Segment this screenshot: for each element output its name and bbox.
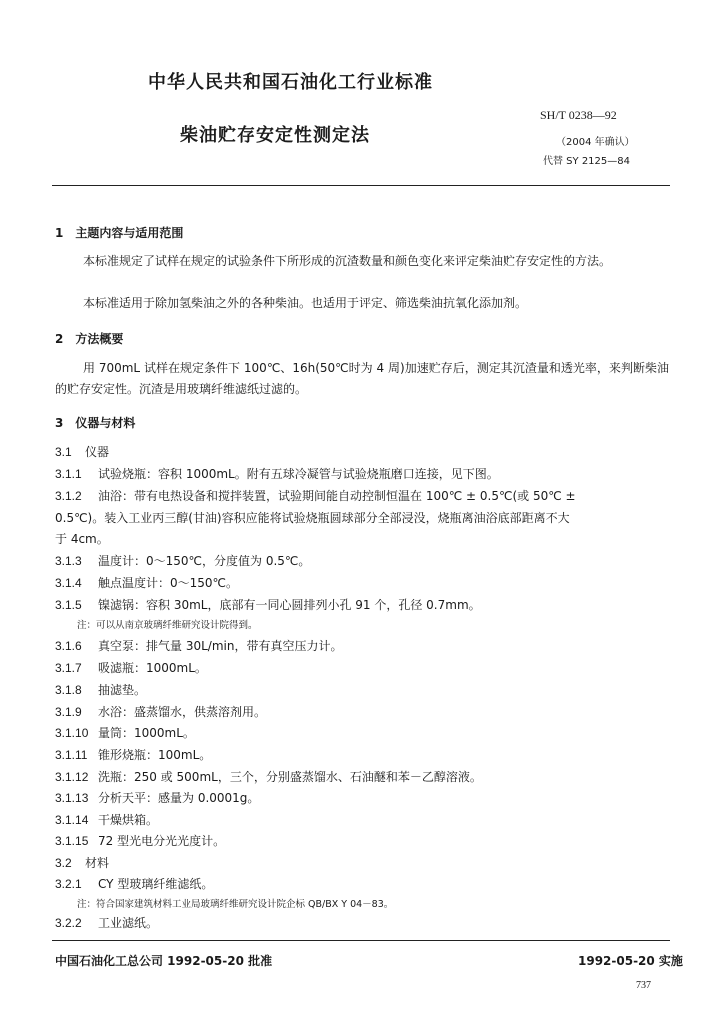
item-3-1-8 <box>55 681 146 698</box>
item-number: 3.1.13 <box>55 791 89 805</box>
item-number: 3.1.1 <box>55 467 82 481</box>
item-3-2-2 <box>55 914 158 931</box>
section-1-paragraph-2: 本标准适用于除加氢柴油之外的各种柴油。也适用于评定、筛选柴油抗氧化添加剂。 <box>83 296 528 310</box>
item-text: 真空泵：排气量 30L/min，带有真空压力计。 <box>98 639 343 653</box>
item-3-1-15 <box>55 832 225 849</box>
item-number: 3.1.15 <box>55 834 89 848</box>
item-text: 锥形烧瓶：100mL。 <box>98 748 212 762</box>
section-2-heading: 2 方法概要 <box>55 332 124 346</box>
item-3-1-4 <box>55 574 238 591</box>
item-3-1-5 <box>55 596 481 613</box>
approval-line: 中国石油化工总公司 1992-05-20 批准 <box>55 954 273 968</box>
item-text: 分析天平：感量为 0.0001g。 <box>98 791 260 805</box>
item-3-1-14 <box>55 811 158 828</box>
item-text: 吸滤瓶：1000mL。 <box>98 661 207 675</box>
item-text: 水浴：盛蒸馏水，供蒸溶剂用。 <box>98 705 267 719</box>
item-3-1-2-line-3: 于 4cm。 <box>55 532 109 546</box>
section-1-paragraph-1: 本标准规定了试样在规定的试验条件下所形成的沉渣数量和颜色变化来评定柴油贮存安定性的方法。 <box>83 254 612 268</box>
standard-org-title: 中华人民共和国石油化工行业标准 <box>148 72 433 93</box>
item-text: 仪器 <box>85 445 110 459</box>
replaces-standard: 代替 SY 2125—84 <box>543 156 630 167</box>
item-3-1-6 <box>55 637 342 654</box>
item-number: 3.2.1 <box>55 877 82 891</box>
item-number: 3.1.3 <box>55 554 82 568</box>
item-text: 触点温度计：0～150℃。 <box>98 576 239 590</box>
item-text: 洗瓶：250 或 500mL，三个，分别盛蒸馏水、石油醚和苯－乙醇溶液。 <box>98 770 482 784</box>
item-text: 工业滤纸。 <box>98 916 159 930</box>
subsection-3-1 <box>55 443 109 460</box>
confirm-year: （2004 年确认） <box>556 137 635 148</box>
item-number: 3.1.2 <box>55 489 82 503</box>
item-3-1-12 <box>55 768 482 785</box>
item-number: 3.2 <box>55 856 72 870</box>
standard-code: SH/T 0238—92 <box>540 108 617 122</box>
item-3-2-1 <box>55 875 213 892</box>
section-2-paragraph: 用 700mL 试样在规定条件下 100℃、16h(50℃时为 4 周)加速贮存后，测定其沉渣量和透光率，来判断柴油的贮存安定性。沉渣是用玻璃纤维滤纸过滤的。 <box>55 361 669 396</box>
item-number: 3.1.8 <box>55 683 82 697</box>
item-3-1-3 <box>55 552 310 569</box>
item-3-1-11 <box>55 746 211 763</box>
item-number: 3.1.7 <box>55 661 82 675</box>
item-number: 3.1.14 <box>55 813 89 827</box>
item-number: 3.1.6 <box>55 639 82 653</box>
item-number: 3.2.2 <box>55 916 82 930</box>
item-text: 温度计：0～150℃，分度值为 0.5℃。 <box>98 554 311 568</box>
item-number: 3.1.5 <box>55 598 82 612</box>
item-text: 材料 <box>85 856 110 870</box>
item-number: 3.1.12 <box>55 770 89 784</box>
item-3-1-10 <box>55 724 195 741</box>
item-3-1-1 <box>55 465 499 482</box>
item-text: 72 型光电分光光度计。 <box>98 834 226 848</box>
document-title: 柴油贮存安定性测定法 <box>180 125 370 146</box>
effective-date: 1992-05-20 实施 <box>578 954 683 968</box>
item-3-1-2 <box>55 487 576 504</box>
item-text: 油浴：带有电热设备和搅拌装置，试验期间能自动控制恒温在 100℃ ± 0.5℃(或 50℃ ± <box>98 489 576 503</box>
section-3-heading: 3 仪器与材料 <box>55 416 136 430</box>
item-text: 镍滤锅：容积 30mL，底部有一同心圆排列小孔 91 个，孔径 0.7mm。 <box>98 598 481 612</box>
header-divider <box>52 185 670 186</box>
item-number: 3.1 <box>55 445 72 459</box>
item-text: 抽滤垫。 <box>98 683 147 697</box>
item-number: 3.1.10 <box>55 726 89 740</box>
item-number: 3.1.11 <box>55 748 88 762</box>
item-number: 3.1.9 <box>55 705 82 719</box>
item-text: 量筒：1000mL。 <box>98 726 195 740</box>
item-text: 试验烧瓶：容积 1000mL。附有五球冷凝管与试验烧瓶磨口连接，见下图。 <box>98 467 499 481</box>
note-3-2-1: 注：符合国家建筑材料工业局玻璃纤维研究设计院企标 QB/BX Y 04－83。 <box>77 899 394 910</box>
note-3-1-5: 注：可以从南京玻璃纤维研究设计院得到。 <box>77 620 258 631</box>
item-3-1-13 <box>55 789 259 806</box>
item-3-1-9 <box>55 703 266 720</box>
item-3-1-2-line-2: 0.5℃)。装入工业丙三醇(甘油)容积应能将试验烧瓶圆球部分全部浸没，烧瓶离油浴底部距离不大 <box>55 511 570 525</box>
subsection-3-2 <box>55 854 109 871</box>
section-1-heading: 1 主题内容与适用范围 <box>55 226 184 240</box>
item-text: CY 型玻璃纤维滤纸。 <box>98 877 214 891</box>
footer-divider <box>52 940 670 941</box>
item-text: 干燥烘箱。 <box>98 813 159 827</box>
page-number: 737 <box>636 980 651 991</box>
item-3-1-7 <box>55 659 207 676</box>
item-number: 3.1.4 <box>55 576 82 590</box>
